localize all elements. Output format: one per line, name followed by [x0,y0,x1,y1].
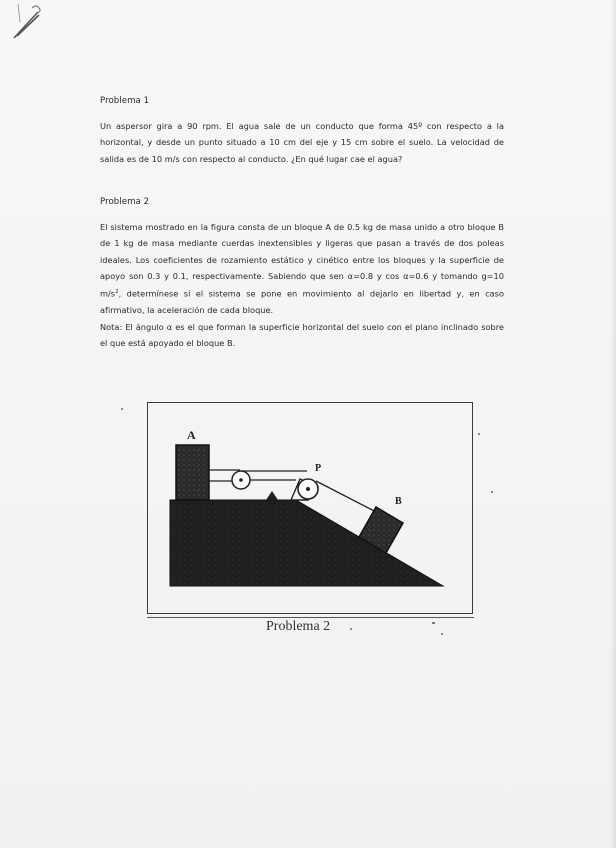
ground-incline-shape [170,500,443,586]
problem1-heading: Problema 1 [100,96,150,106]
scan-speck [441,633,443,635]
pulley-support [266,491,278,500]
label-a: A [187,428,196,442]
pen-scribble-mark [8,2,48,42]
label-b: B [395,496,402,507]
problem1-text: Un aspersor gira a 90 rpm. El agua sale de un conducto que forma 45º con respecto a la horizontal, y desde un punto situado a 10 cm del eje y 15 cm sobre el suelo. La velocidad de salida es de 10 m/s con respecto al conducto. ¿En qué lugar cae el agua? [100,121,504,164]
problem2-heading: Problema 2 [100,197,150,207]
scan-speck [350,628,352,630]
problem2-note: Nota: El ángulo α es el que forman la superficie horizontal del suelo con el plano inclinado sobre el que está apoyado el bloque B. [100,322,504,349]
scan-speck [491,491,493,493]
figure-caption-rule [147,617,474,618]
block-a [176,445,209,500]
label-p: P [315,463,322,474]
superscript: 2 [115,289,119,296]
figure-caption: Problema 2 [266,619,331,634]
problem2-text: El sistema mostrado en la figura consta de un bloque A de 0.5 kg de masa unido a otro bloque B de 1 kg de masa mediante cuerdas inextensibles y ligeras que pasan a través de dos poleas ideales. Los coeficientes de rozamiento estático y cinético entre los bloques y la superficie de apoyo son 0.3 y 0.1, respectivamente. Sabiendo que sen α=0.8 y cos α=0.6 y tomando g=10 $m/s^2$, determínese si el sistema se pone en movimiento al dejarlo en libertad y, en caso afirmativo, la aceleración de cada bloque. [100,222,504,316]
scan-speck [121,408,123,410]
scan-speck [432,622,435,624]
page-edge-shadow [610,0,616,848]
scan-speck [478,433,480,435]
figure-frame [147,402,473,614]
pulley-incline-diagram [148,403,474,615]
